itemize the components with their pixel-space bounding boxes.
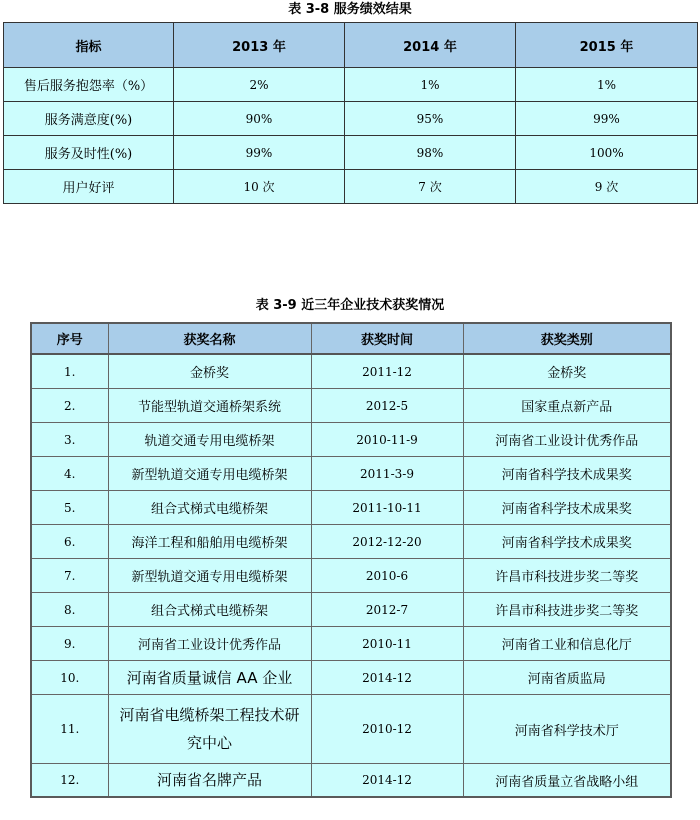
row-number: 2. [31, 389, 108, 423]
tech-awards-table [30, 322, 672, 798]
table1-caption: 表 3-8 服务绩效结果 [288, 2, 412, 17]
award-category: 许昌市科技进步奖二等奖 [463, 559, 671, 593]
award-date: 2010-11-9 [311, 423, 463, 457]
award-name: 轨道交通专用电缆桥架 [108, 423, 311, 457]
metric-label: 售后服务抱怨率（%） [4, 68, 174, 102]
metric-label: 服务及时性(%) [4, 136, 174, 170]
table-cell: 90% [174, 102, 345, 136]
award-name: 组合式梯式电缆桥架 [108, 593, 311, 627]
table-cell: 99% [516, 102, 698, 136]
row-number: 12. [31, 764, 108, 798]
table-cell: 9 次 [516, 170, 698, 204]
table-row [4, 170, 698, 204]
table-row [4, 68, 698, 102]
award-date: 2014-12 [311, 764, 463, 798]
table-row [4, 102, 698, 136]
award-category: 河南省工业设计优秀作品 [463, 423, 671, 457]
table-row [4, 136, 698, 170]
row-number: 5. [31, 491, 108, 525]
award-name: 节能型轨道交通桥架系统 [108, 389, 311, 423]
award-date: 2012-5 [311, 389, 463, 423]
award-name: 河南省名牌产品 [108, 764, 311, 798]
table-cell: 100% [516, 136, 698, 170]
table-cell: 2% [174, 68, 345, 102]
award-category: 河南省科学技术成果奖 [463, 491, 671, 525]
table-row [31, 457, 671, 491]
table-row [31, 354, 671, 389]
table-header-row [4, 23, 698, 68]
award-category: 国家重点新产品 [463, 389, 671, 423]
column-header: 2013 年 [174, 23, 345, 68]
award-name: 河南省工业设计优秀作品 [108, 627, 311, 661]
row-number: 3. [31, 423, 108, 457]
award-name: 海洋工程和船舶用电缆桥架 [108, 525, 311, 559]
column-header: 获奖名称 [108, 323, 311, 354]
award-category: 河南省科学技术成果奖 [463, 457, 671, 491]
award-category: 河南省质监局 [463, 661, 671, 695]
award-name: 新型轨道交通专用电缆桥架 [108, 457, 311, 491]
award-date: 2010-12 [311, 695, 463, 764]
column-header: 获奖时间 [311, 323, 463, 354]
table-cell: 98% [345, 136, 516, 170]
award-name: 河南省电缆桥架工程技术研究中心 [108, 695, 311, 764]
table-cell: 10 次 [174, 170, 345, 204]
award-category: 河南省工业和信息化厅 [463, 627, 671, 661]
table2-caption: 表 3-9 近三年企业技术获奖情况 [255, 298, 445, 313]
award-category: 金桥奖 [463, 354, 671, 389]
metric-label: 服务满意度(%) [4, 102, 174, 136]
row-number: 9. [31, 627, 108, 661]
table-cell: 99% [174, 136, 345, 170]
table-row [31, 389, 671, 423]
table-cell: 7 次 [345, 170, 516, 204]
award-category: 许昌市科技进步奖二等奖 [463, 593, 671, 627]
award-date: 2014-12 [311, 661, 463, 695]
row-number: 6. [31, 525, 108, 559]
award-date: 2012-12-20 [311, 525, 463, 559]
award-category: 河南省科学技术厅 [463, 695, 671, 764]
award-name: 河南省质量诚信 AA 企业 [108, 661, 311, 695]
column-header: 获奖类别 [463, 323, 671, 354]
table-header-row [31, 323, 671, 354]
award-date: 2011-3-9 [311, 457, 463, 491]
row-number: 10. [31, 661, 108, 695]
table-row [31, 593, 671, 627]
award-date: 2011-12 [311, 354, 463, 389]
table-cell: 95% [345, 102, 516, 136]
row-number: 4. [31, 457, 108, 491]
award-category: 河南省质量立省战略小组 [463, 764, 671, 798]
table-row [31, 695, 671, 764]
column-header: 序号 [31, 323, 108, 354]
row-number: 1. [31, 354, 108, 389]
column-header: 指标 [4, 23, 174, 68]
award-date: 2012-7 [311, 593, 463, 627]
table-row [31, 661, 671, 695]
award-date: 2011-10-11 [311, 491, 463, 525]
row-number: 11. [31, 695, 108, 764]
award-category: 河南省科学技术成果奖 [463, 525, 671, 559]
table-cell: 1% [345, 68, 516, 102]
column-header: 2015 年 [516, 23, 698, 68]
award-name: 组合式梯式电缆桥架 [108, 491, 311, 525]
award-date: 2010-11 [311, 627, 463, 661]
award-name: 新型轨道交通专用电缆桥架 [108, 559, 311, 593]
table-row [31, 525, 671, 559]
table-row [31, 559, 671, 593]
column-header: 2014 年 [345, 23, 516, 68]
row-number: 7. [31, 559, 108, 593]
metric-label: 用户好评 [4, 170, 174, 204]
service-performance-table [3, 22, 698, 204]
table-row [31, 764, 671, 798]
award-date: 2010-6 [311, 559, 463, 593]
table-row [31, 423, 671, 457]
table-row [31, 627, 671, 661]
row-number: 8. [31, 593, 108, 627]
award-name: 金桥奖 [108, 354, 311, 389]
table-row [31, 491, 671, 525]
table-cell: 1% [516, 68, 698, 102]
